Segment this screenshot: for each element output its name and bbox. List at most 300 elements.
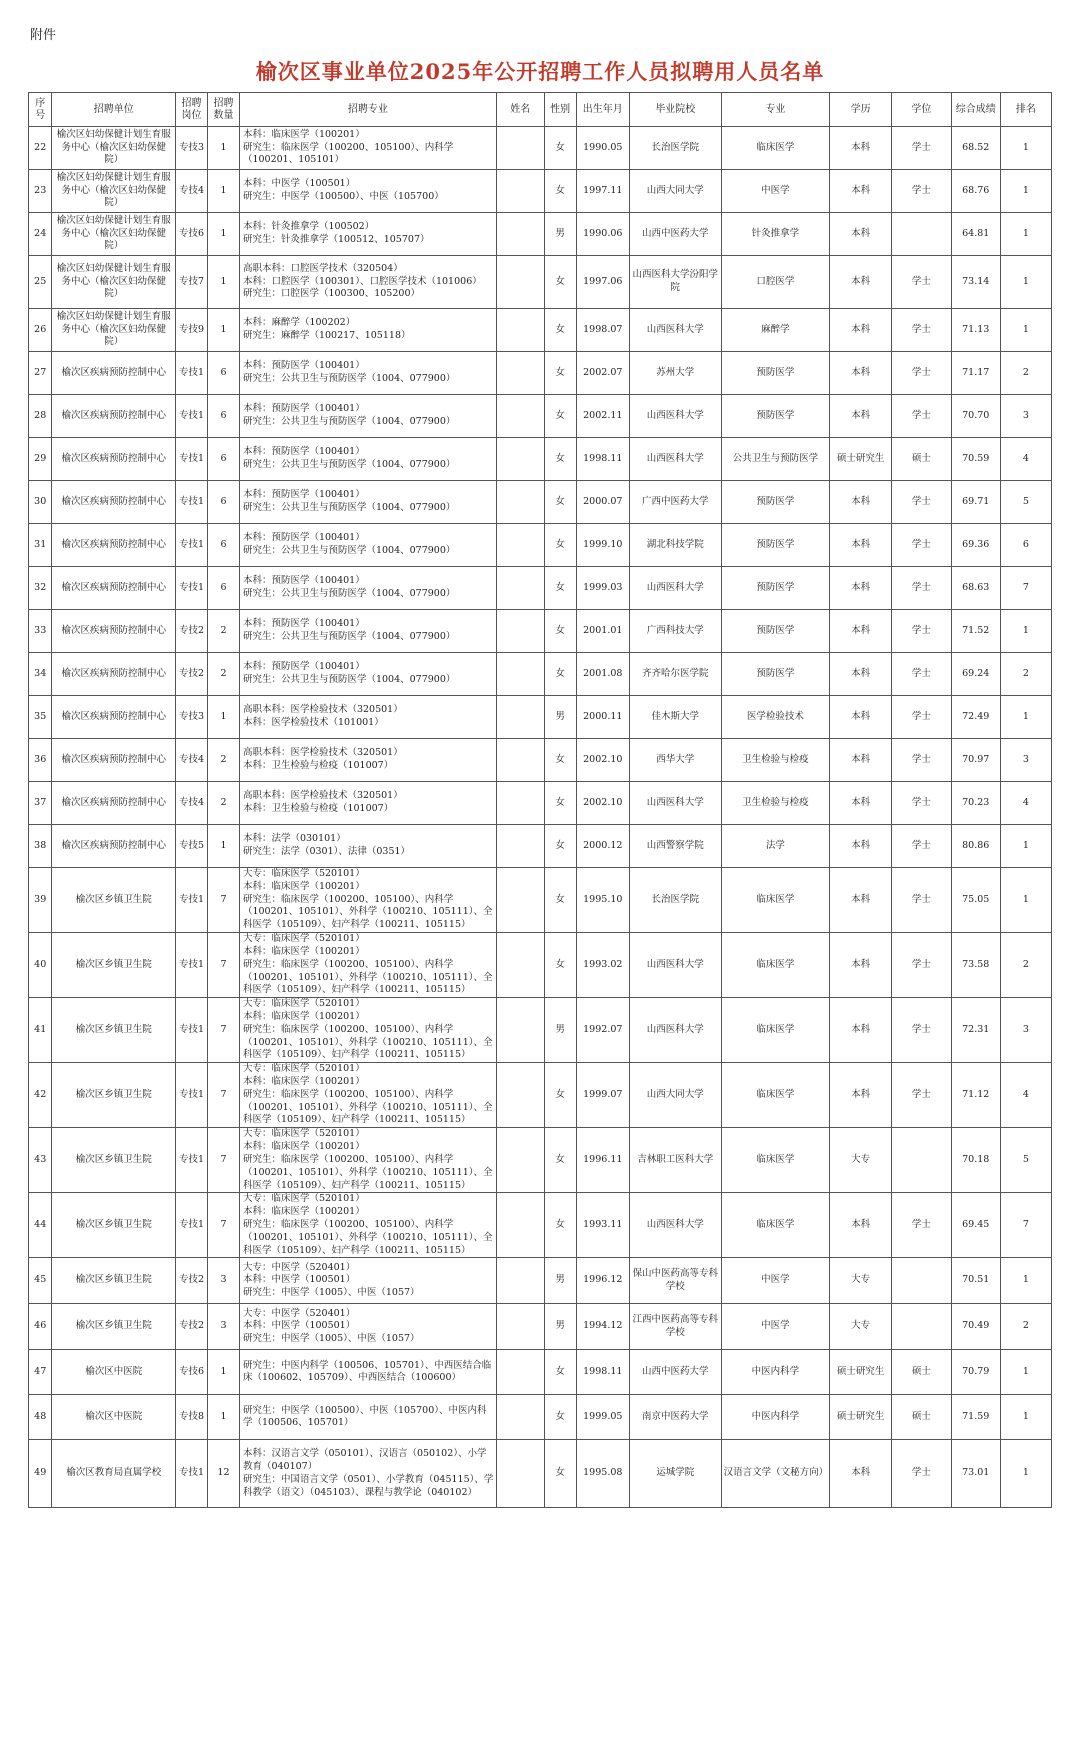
cell-sex: 女 (544, 1440, 576, 1508)
requirement-line: 高职本科：医学检验技术（320501） (242, 790, 403, 802)
cell-score: 69.24 (951, 653, 1000, 696)
cell-post: 专技1 (176, 352, 208, 395)
cell-birth: 1993.11 (576, 1193, 629, 1258)
cell-name (496, 352, 544, 395)
cell-name (496, 395, 544, 438)
requirement-line: 研究生：法学（0301）、法律（0351） (242, 846, 411, 857)
cell-score: 71.17 (951, 352, 1000, 395)
cell-name (496, 1304, 544, 1350)
column-header-sex: 性别 (544, 93, 576, 127)
table-row (29, 1440, 1052, 1508)
column-header-birth: 出生年月 (576, 93, 629, 127)
cell-rank: 2 (1000, 933, 1051, 998)
cell-no: 26 (29, 309, 52, 352)
cell-score: 73.58 (951, 933, 1000, 998)
cell-school: 山西医科大学 (629, 438, 721, 481)
cell-post: 专技4 (176, 782, 208, 825)
requirement-line: 本科：临床医学（100201） (242, 880, 365, 892)
cell-unit: 榆次区乡镇卫生院 (52, 1304, 176, 1350)
cell-post: 专技6 (176, 1350, 208, 1395)
cell-post: 专技2 (176, 1258, 208, 1304)
table-row (29, 696, 1052, 739)
requirement-line: 研究生：公共卫生与预防医学（1004、077900） (242, 502, 456, 513)
cell-score: 73.14 (951, 256, 1000, 309)
cell-major: 中医学 (721, 170, 830, 213)
cell-degree: 学士 (892, 739, 952, 782)
cell-edu: 大专 (830, 1258, 892, 1304)
cell-major: 公共卫生与预防医学 (721, 438, 830, 481)
page-title: 榆次区事业单位2025年公开招聘工作人员拟聘用人员名单 (255, 59, 825, 84)
cell-score: 70.23 (951, 782, 1000, 825)
requirement-line: 本科：预防医学（100401） (242, 446, 365, 458)
cell-no: 32 (29, 567, 52, 610)
cell-sex: 女 (544, 825, 576, 868)
cell-count: 2 (208, 739, 240, 782)
cell-name (496, 868, 544, 933)
cell-school: 山西警察学院 (629, 825, 721, 868)
table-row (29, 438, 1052, 481)
cell-rank: 5 (1000, 481, 1051, 524)
cell-sex: 男 (544, 1258, 576, 1304)
cell-rank: 2 (1000, 1304, 1051, 1350)
cell-edu: 本科 (830, 782, 892, 825)
table-row (29, 653, 1052, 696)
cell-degree: 学士 (892, 1063, 952, 1128)
cell-count: 6 (208, 481, 240, 524)
cell-req (239, 825, 496, 868)
cell-score: 71.52 (951, 610, 1000, 653)
header-row (29, 93, 1052, 127)
cell-req (239, 1304, 496, 1350)
requirement-line: 本科：卫生检验与检疫（101007） (242, 760, 394, 771)
cell-degree: 硕士 (892, 438, 952, 481)
requirement-line: 本科：预防医学（100401） (242, 618, 365, 630)
requirement-line: 大专：临床医学（520101） (242, 998, 365, 1010)
cell-score: 72.31 (951, 998, 1000, 1063)
cell-major: 口腔医学 (721, 256, 830, 309)
cell-degree: 学士 (892, 1193, 952, 1258)
cell-no: 35 (29, 696, 52, 739)
cell-no: 28 (29, 395, 52, 438)
cell-sex: 男 (544, 696, 576, 739)
cell-sex: 女 (544, 653, 576, 696)
cell-school: 苏州大学 (629, 352, 721, 395)
cell-count: 7 (208, 868, 240, 933)
cell-degree: 学士 (892, 170, 952, 213)
table-row (29, 868, 1052, 933)
column-header-major: 专业 (721, 93, 830, 127)
column-header-count: 招聘数量 (208, 93, 240, 127)
cell-rank: 1 (1000, 1395, 1051, 1440)
cell-edu: 本科 (830, 309, 892, 352)
cell-unit: 榆次区乡镇卫生院 (52, 868, 176, 933)
cell-rank: 1 (1000, 309, 1051, 352)
cell-unit: 榆次区疾病预防控制中心 (52, 352, 176, 395)
cell-major: 预防医学 (721, 653, 830, 696)
cell-unit: 榆次区妇幼保健计划生育服务中心（榆次区妇幼保健院） (52, 309, 176, 352)
cell-score: 70.18 (951, 1128, 1000, 1193)
cell-unit: 榆次区疾病预防控制中心 (52, 653, 176, 696)
table-row (29, 1304, 1052, 1350)
table-row (29, 256, 1052, 309)
cell-degree: 学士 (892, 696, 952, 739)
cell-edu: 本科 (830, 127, 892, 170)
cell-name (496, 1395, 544, 1440)
cell-no: 49 (29, 1440, 52, 1508)
cell-unit: 榆次区疾病预防控制中心 (52, 610, 176, 653)
table-row (29, 1193, 1052, 1258)
requirement-line: 本科：预防医学（100401） (242, 360, 365, 372)
cell-sex: 女 (544, 438, 576, 481)
requirement-line: 大专：中医学（520401） (242, 1307, 356, 1319)
cell-birth: 1996.12 (576, 1258, 629, 1304)
cell-edu: 硕士研究生 (830, 438, 892, 481)
cell-no: 37 (29, 782, 52, 825)
cell-score: 68.52 (951, 127, 1000, 170)
cell-major: 临床医学 (721, 127, 830, 170)
column-header-req: 招聘专业 (239, 93, 496, 127)
table-row (29, 309, 1052, 352)
cell-degree: 硕士 (892, 1350, 952, 1395)
cell-name (496, 1440, 544, 1508)
requirement-line: 本科：法学（030101） (242, 833, 346, 845)
cell-school: 山西医科大学汾阳学院 (629, 256, 721, 309)
requirement-line: 研究生：中医学（100500）、中医（105700） (242, 191, 444, 202)
cell-no: 48 (29, 1395, 52, 1440)
cell-unit: 榆次区妇幼保健计划生育服务中心（榆次区妇幼保健院） (52, 256, 176, 309)
cell-degree: 硕士 (892, 1395, 952, 1440)
cell-count: 7 (208, 998, 240, 1063)
cell-req (239, 438, 496, 481)
table-row (29, 481, 1052, 524)
cell-birth: 1999.07 (576, 1063, 629, 1128)
cell-no: 44 (29, 1193, 52, 1258)
cell-req (239, 782, 496, 825)
cell-score: 70.59 (951, 438, 1000, 481)
cell-post: 专技1 (176, 524, 208, 567)
cell-post: 专技9 (176, 309, 208, 352)
column-header-post: 招聘岗位 (176, 93, 208, 127)
cell-degree: 学士 (892, 567, 952, 610)
cell-name (496, 127, 544, 170)
cell-post: 专技2 (176, 653, 208, 696)
cell-edu: 大专 (830, 1304, 892, 1350)
cell-score: 70.70 (951, 395, 1000, 438)
cell-sex: 女 (544, 170, 576, 213)
cell-req (239, 1193, 496, 1258)
cell-name (496, 1350, 544, 1395)
column-header-degree: 学位 (892, 93, 952, 127)
cell-birth: 1994.12 (576, 1304, 629, 1350)
cell-degree: 学士 (892, 256, 952, 309)
cell-name (496, 256, 544, 309)
cell-count: 7 (208, 1063, 240, 1128)
cell-post: 专技8 (176, 1395, 208, 1440)
cell-edu: 本科 (830, 524, 892, 567)
cell-edu: 本科 (830, 481, 892, 524)
cell-major: 临床医学 (721, 1063, 830, 1128)
cell-no: 31 (29, 524, 52, 567)
cell-count: 2 (208, 610, 240, 653)
cell-rank: 7 (1000, 567, 1051, 610)
cell-sex: 女 (544, 1350, 576, 1395)
cell-unit: 榆次区乡镇卫生院 (52, 998, 176, 1063)
cell-birth: 2002.07 (576, 352, 629, 395)
table-row (29, 352, 1052, 395)
cell-name (496, 481, 544, 524)
cell-school: 江西中医药高等专科学校 (629, 1304, 721, 1350)
cell-no: 40 (29, 933, 52, 998)
cell-school: 山西医科大学 (629, 395, 721, 438)
requirement-line: 本科：临床医学（100201） (242, 1010, 365, 1022)
cell-rank: 2 (1000, 653, 1051, 696)
cell-name (496, 653, 544, 696)
cell-school: 山西医科大学 (629, 782, 721, 825)
cell-rank: 5 (1000, 1128, 1051, 1193)
cell-degree: 学士 (892, 481, 952, 524)
cell-edu: 本科 (830, 653, 892, 696)
cell-degree: 学士 (892, 127, 952, 170)
cell-no: 22 (29, 127, 52, 170)
cell-sex: 女 (544, 256, 576, 309)
requirement-line: 研究生：针灸推拿学（100512、105707） (242, 234, 430, 245)
cell-birth: 1993.02 (576, 933, 629, 998)
cell-unit: 榆次区疾病预防控制中心 (52, 438, 176, 481)
cell-school: 广西中医药大学 (629, 481, 721, 524)
cell-req (239, 868, 496, 933)
cell-sex: 女 (544, 567, 576, 610)
cell-sex: 女 (544, 309, 576, 352)
table-row (29, 610, 1052, 653)
cell-post: 专技1 (176, 1063, 208, 1128)
requirement-line: 研究生：公共卫生与预防医学（1004、077900） (242, 674, 456, 685)
requirement-line: 研究生：麻醉学（100217、105118） (242, 330, 411, 341)
requirement-line: 本科：口腔医学（100301）、口腔医学技术（101006） (242, 275, 482, 287)
cell-name (496, 825, 544, 868)
cell-rank: 1 (1000, 1258, 1051, 1304)
cell-rank: 1 (1000, 256, 1051, 309)
cell-no: 42 (29, 1063, 52, 1128)
cell-req (239, 213, 496, 256)
table-row (29, 524, 1052, 567)
cell-count: 6 (208, 352, 240, 395)
cell-post: 专技4 (176, 739, 208, 782)
cell-count: 3 (208, 1304, 240, 1350)
cell-score: 72.49 (951, 696, 1000, 739)
cell-edu: 本科 (830, 696, 892, 739)
cell-major: 中医内科学 (721, 1395, 830, 1440)
table-row (29, 1258, 1052, 1304)
requirement-line: 本科：临床医学（100201） (242, 1141, 365, 1153)
cell-name (496, 998, 544, 1063)
requirement-line: 本科：临床医学（100201） (242, 1076, 365, 1087)
cell-sex: 女 (544, 352, 576, 395)
cell-unit: 榆次区乡镇卫生院 (52, 1193, 176, 1258)
cell-unit: 榆次区中医院 (52, 1395, 176, 1440)
personnel-table (28, 92, 1052, 1508)
cell-score: 75.05 (951, 868, 1000, 933)
cell-major: 临床医学 (721, 933, 830, 998)
cell-unit: 榆次区疾病预防控制中心 (52, 696, 176, 739)
cell-unit: 榆次区疾病预防控制中心 (52, 481, 176, 524)
requirement-line: 研究生：公共卫生与预防医学（1004、077900） (242, 416, 456, 427)
cell-major: 预防医学 (721, 567, 830, 610)
cell-edu: 本科 (830, 256, 892, 309)
cell-degree: 学士 (892, 395, 952, 438)
cell-major: 预防医学 (721, 395, 830, 438)
cell-rank: 4 (1000, 438, 1051, 481)
cell-unit: 榆次区疾病预防控制中心 (52, 782, 176, 825)
cell-name (496, 610, 544, 653)
requirement-line: 本科：卫生检验与检疫（101007） (242, 803, 394, 814)
cell-school: 西华大学 (629, 739, 721, 782)
cell-sex: 女 (544, 610, 576, 653)
cell-name (496, 1258, 544, 1304)
cell-unit: 榆次区乡镇卫生院 (52, 933, 176, 998)
requirement-line: 研究生：中医学（100500）、中医（105700）、中医内科学（100506、105701） (242, 1404, 487, 1429)
cell-rank: 1 (1000, 213, 1051, 256)
cell-count: 7 (208, 933, 240, 998)
requirement-line: 大专：临床医学（520101） (242, 1063, 365, 1075)
cell-degree: 学士 (892, 524, 952, 567)
cell-birth: 1998.11 (576, 1350, 629, 1395)
cell-no: 46 (29, 1304, 52, 1350)
requirement-line: 本科：针灸推拿学（100502） (242, 221, 375, 233)
cell-post: 专技1 (176, 481, 208, 524)
column-header-edu: 学历 (830, 93, 892, 127)
cell-school: 山西医科大学 (629, 567, 721, 610)
cell-name (496, 567, 544, 610)
cell-count: 2 (208, 653, 240, 696)
requirement-line: 研究生：临床医学（100200、105100）、内科学（100201、105101）、外科学（100210、105111）、全科医学（105109）、妇产科学（100211、105115） (242, 1023, 493, 1061)
cell-edu: 硕士研究生 (830, 1350, 892, 1395)
cell-school: 佳木斯大学 (629, 696, 721, 739)
cell-major: 临床医学 (721, 1128, 830, 1193)
cell-major: 中医学 (721, 1304, 830, 1350)
requirement-line: 本科：中医学（100501） (242, 178, 356, 190)
cell-count: 1 (208, 1350, 240, 1395)
cell-unit: 榆次区教育局直属学校 (52, 1440, 176, 1508)
attachment-label: 附件 (30, 28, 57, 43)
cell-major: 汉语言文学（文秘方向） (721, 1440, 830, 1508)
cell-degree: 学士 (892, 868, 952, 933)
requirement-line: 大专：临床医学（520101） (242, 1193, 365, 1205)
cell-count: 3 (208, 1258, 240, 1304)
cell-edu: 本科 (830, 1063, 892, 1128)
cell-sex: 男 (544, 213, 576, 256)
cell-no: 30 (29, 481, 52, 524)
cell-school: 长治医学院 (629, 868, 721, 933)
table-row (29, 567, 1052, 610)
cell-sex: 女 (544, 739, 576, 782)
cell-birth: 2000.12 (576, 825, 629, 868)
cell-no: 36 (29, 739, 52, 782)
cell-school: 山西大同大学 (629, 170, 721, 213)
cell-edu: 硕士研究生 (830, 1395, 892, 1440)
cell-name (496, 170, 544, 213)
column-header-no: 序号 (29, 93, 52, 127)
cell-score: 73.01 (951, 1440, 1000, 1508)
cell-school: 山西医科大学 (629, 1193, 721, 1258)
cell-name (496, 524, 544, 567)
cell-count: 6 (208, 524, 240, 567)
cell-post: 专技2 (176, 1304, 208, 1350)
cell-edu: 本科 (830, 825, 892, 868)
cell-post: 专技3 (176, 127, 208, 170)
cell-edu: 本科 (830, 213, 892, 256)
cell-no: 41 (29, 998, 52, 1063)
cell-no: 29 (29, 438, 52, 481)
cell-sex: 女 (544, 1395, 576, 1440)
requirement-line: 研究生：公共卫生与预防医学（1004、077900） (242, 459, 456, 470)
table-row (29, 739, 1052, 782)
cell-post: 专技7 (176, 256, 208, 309)
cell-score: 70.97 (951, 739, 1000, 782)
column-header-unit: 招聘单位 (52, 93, 176, 127)
cell-rank: 1 (1000, 696, 1051, 739)
requirement-line: 大专：临床医学（520101） (242, 1128, 365, 1140)
requirement-line: 本科：预防医学（100401） (242, 532, 365, 544)
cell-school: 运城学院 (629, 1440, 721, 1508)
cell-score: 80.86 (951, 825, 1000, 868)
cell-rank: 3 (1000, 998, 1051, 1063)
cell-edu: 本科 (830, 395, 892, 438)
cell-degree: 学士 (892, 825, 952, 868)
cell-sex: 女 (544, 1128, 576, 1193)
cell-post: 专技1 (176, 1440, 208, 1508)
cell-major: 麻醉学 (721, 309, 830, 352)
cell-req (239, 653, 496, 696)
requirement-line: 本科：麻醉学（100202） (242, 317, 356, 329)
cell-major: 中医学 (721, 1258, 830, 1304)
cell-post: 专技1 (176, 1193, 208, 1258)
cell-edu: 本科 (830, 1193, 892, 1258)
cell-req (239, 610, 496, 653)
cell-sex: 女 (544, 481, 576, 524)
cell-rank: 4 (1000, 1063, 1051, 1128)
cell-req (239, 127, 496, 170)
cell-birth: 1995.10 (576, 868, 629, 933)
table-row (29, 933, 1052, 998)
cell-unit: 榆次区妇幼保健计划生育服务中心（榆次区妇幼保健院） (52, 170, 176, 213)
requirement-line: 研究生：临床医学（100200、105100）、内科学（100201、105101）、外科学（100210、105111）、全科医学（105109）、妇产科学（100211、105115） (242, 1088, 493, 1126)
cell-no: 47 (29, 1350, 52, 1395)
cell-unit: 榆次区乡镇卫生院 (52, 1128, 176, 1193)
cell-degree: 学士 (892, 653, 952, 696)
cell-count: 1 (208, 696, 240, 739)
cell-school: 吉林职工医科大学 (629, 1128, 721, 1193)
cell-rank: 1 (1000, 127, 1051, 170)
requirement-line: 研究生：口腔医学（100300、105200） (242, 288, 420, 300)
cell-sex: 女 (544, 524, 576, 567)
cell-unit: 榆次区妇幼保健计划生育服务中心（榆次区妇幼保健院） (52, 127, 176, 170)
requirement-line: 研究生：公共卫生与预防医学（1004、077900） (242, 545, 456, 556)
cell-unit: 榆次区乡镇卫生院 (52, 1063, 176, 1128)
cell-count: 7 (208, 1128, 240, 1193)
cell-major: 临床医学 (721, 1193, 830, 1258)
requirement-line: 本科：临床医学（100201） (242, 128, 365, 140)
cell-edu: 大专 (830, 1128, 892, 1193)
cell-birth: 1992.07 (576, 998, 629, 1063)
table-row (29, 213, 1052, 256)
cell-name (496, 213, 544, 256)
cell-name (496, 1193, 544, 1258)
cell-score: 64.81 (951, 213, 1000, 256)
cell-birth: 1999.10 (576, 524, 629, 567)
cell-sex: 女 (544, 127, 576, 170)
table-row (29, 170, 1052, 213)
cell-birth: 2002.11 (576, 395, 629, 438)
